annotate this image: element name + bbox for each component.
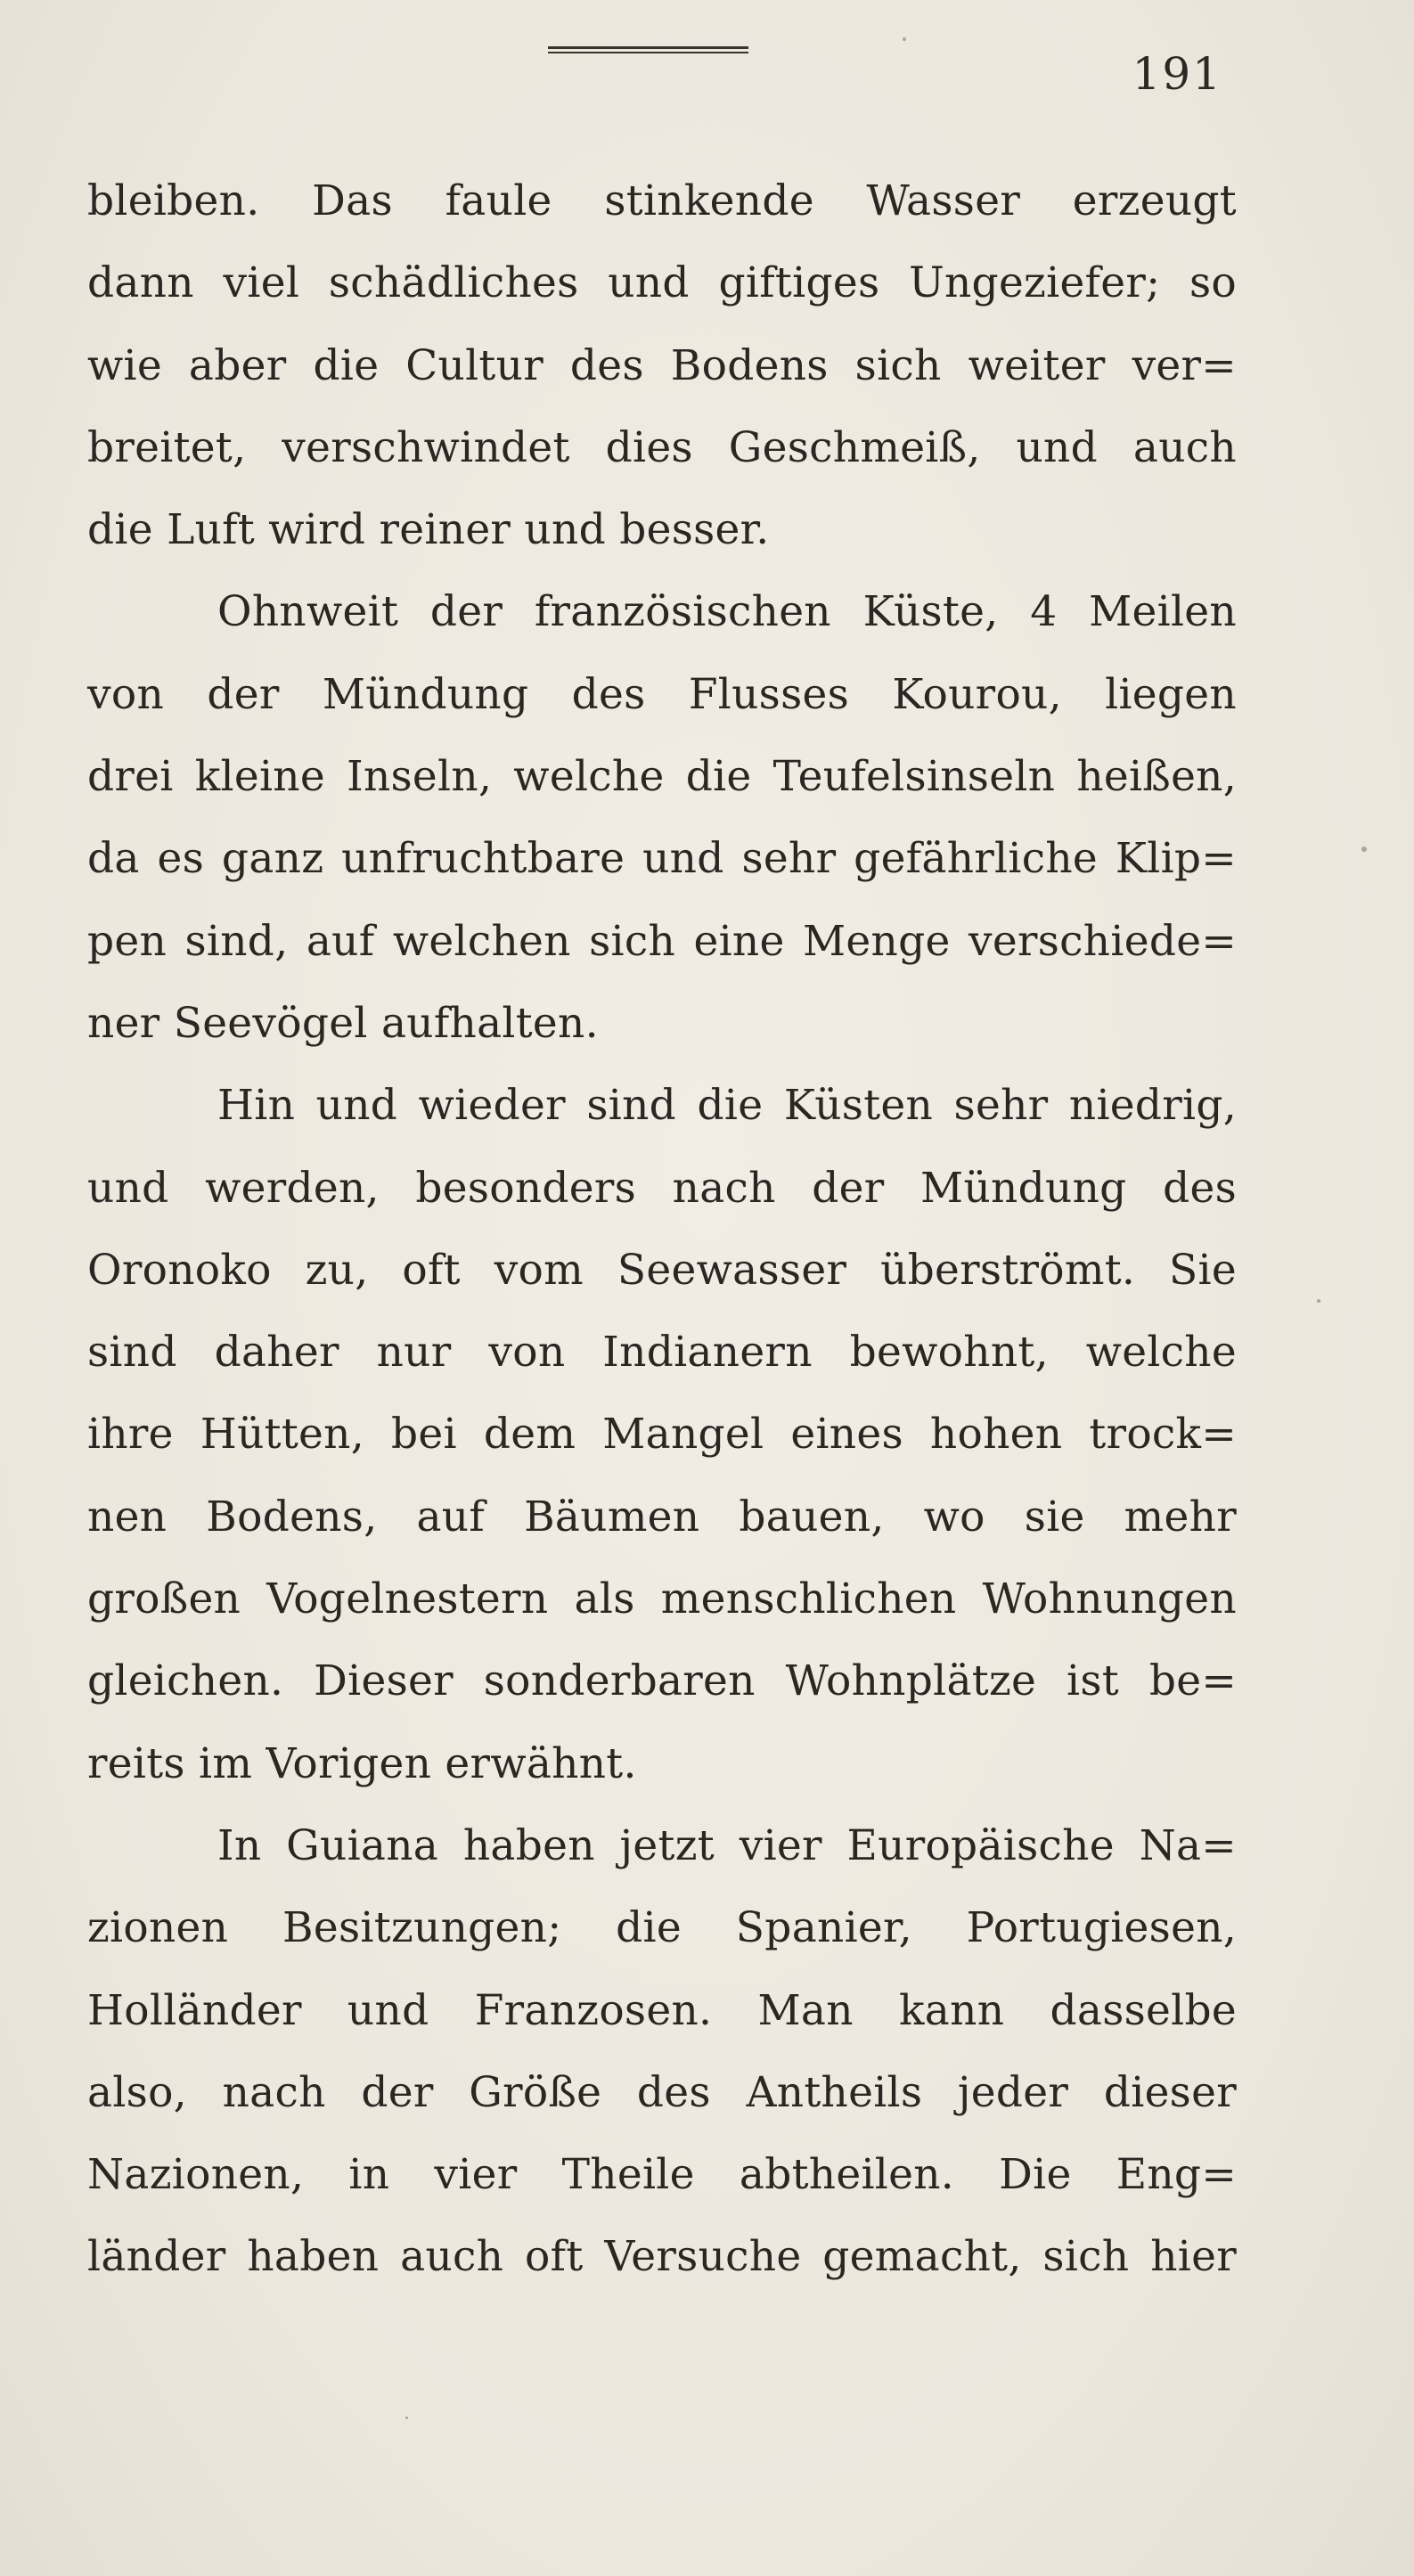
text-line: länder haben auch oft Versuche gemacht, sich hier xyxy=(87,2232,1237,2282)
text-line: In Guiana haben jetzt vier Europäische Na= xyxy=(217,1820,1237,1870)
text-line: und werden, besonders nach der Mündung des xyxy=(87,1163,1237,1213)
text-line: Ohnweit der französischen Küste, 4 Meilen xyxy=(217,587,1237,637)
text-line: gleichen. Dieser sonderbaren Wohnplätze ist be= xyxy=(87,1656,1237,1706)
body-text xyxy=(87,160,1237,2299)
text-line: bleiben. Das faule stinkende Wasser erzeugt xyxy=(87,176,1237,225)
text-line: Holländer und Franzosen. Man kann dasselbe xyxy=(87,1985,1237,2035)
text-line: zionen Besitzungen; die Spanier, Portugiesen, xyxy=(87,1903,1237,1953)
header-rule xyxy=(548,46,748,53)
text-line: die Luft wird reiner und besser. xyxy=(87,505,770,555)
text-line: Oronoko zu, oft vom Seewasser überströmt. Sie xyxy=(87,1245,1237,1295)
text-line: ihre Hütten, bei dem Mangel eines hohen trock= xyxy=(87,1410,1237,1460)
text-line: von der Mündung des Flusses Kourou, liegen xyxy=(87,669,1237,719)
text-line: großen Vogelnestern als menschlichen Wohnungen xyxy=(87,1574,1237,1624)
text-line: sind daher nur von Indianern bewohnt, welche xyxy=(87,1328,1237,1378)
paper-speck xyxy=(903,37,906,41)
text-line: Hin und wieder sind die Küsten sehr niedrig, xyxy=(217,1081,1237,1131)
text-line: pen sind, auf welchen sich eine Menge verschiede= xyxy=(87,916,1237,966)
text-line: wie aber die Cultur des Bodens sich weiter ver= xyxy=(87,340,1237,390)
text-line: da es ganz unfruchtbare und sehr gefährliche Klip= xyxy=(87,834,1237,884)
text-line: ner Seevögel aufhalten. xyxy=(87,998,599,1048)
text-line: dann viel schädliches und giftiges Ungeziefer; so xyxy=(87,258,1237,308)
text-line: also, nach der Größe des Antheils jeder dieser xyxy=(87,2067,1237,2117)
page-number: 191 xyxy=(1132,48,1222,100)
paper-speck xyxy=(405,2417,408,2419)
text-line: Nazionen, in vier Theile abtheilen. Die Eng= xyxy=(87,2150,1237,2200)
text-line: drei kleine Inseln, welche die Teufelsinseln heißen, xyxy=(87,752,1237,802)
text-line: nen Bodens, auf Bäumen bauen, wo sie mehr xyxy=(87,1492,1237,1542)
paper-speck xyxy=(1317,1299,1320,1303)
text-line: breitet, verschwindet dies Geschmeiß, und auch xyxy=(87,422,1237,472)
text-line: reits im Vorigen erwähnt. xyxy=(87,1738,637,1788)
paper-speck xyxy=(1361,846,1367,852)
